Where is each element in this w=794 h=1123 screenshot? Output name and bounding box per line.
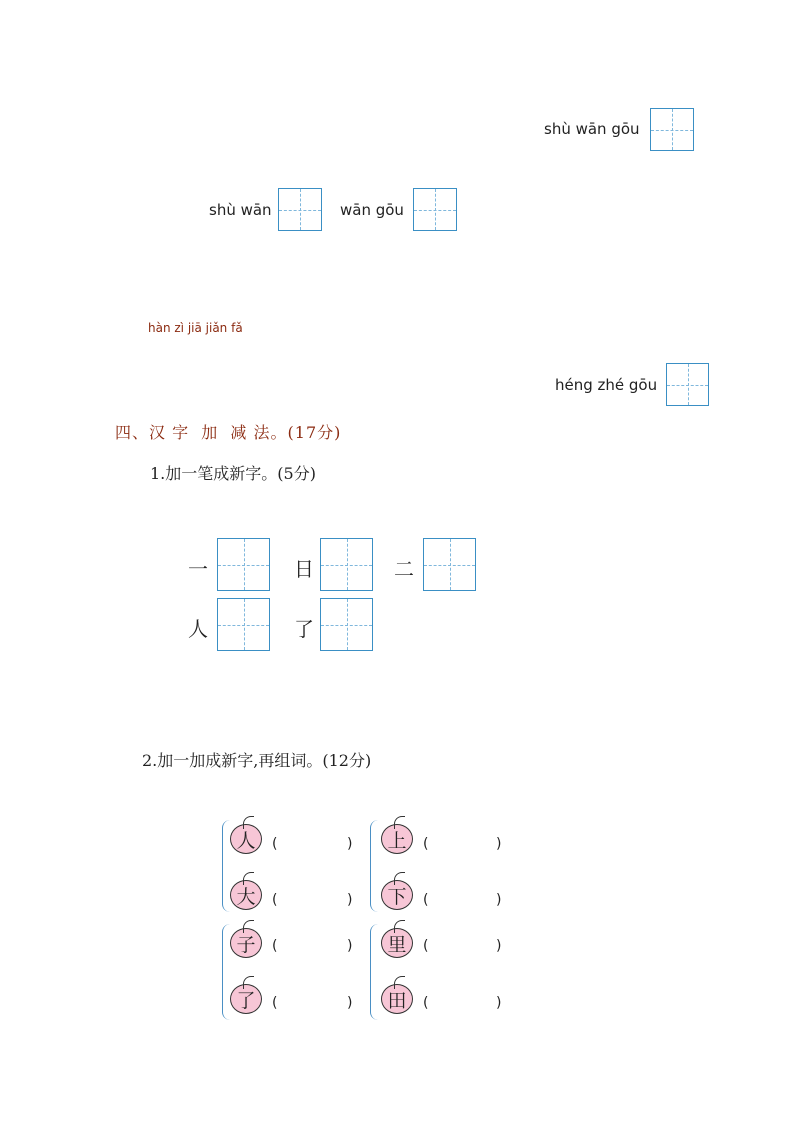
brace-right-2	[370, 924, 379, 1020]
apple-char-zi: 子	[229, 922, 263, 958]
q2-title: 2.加一加成新字,再组词。(12分)	[142, 751, 372, 770]
answer-slot-5[interactable]	[433, 832, 495, 856]
paren-close: )	[496, 892, 502, 908]
paren-open: (	[272, 995, 278, 1011]
answer-slot-8[interactable]	[433, 991, 495, 1015]
writing-box-2[interactable]	[278, 188, 322, 231]
paren-close: )	[347, 892, 353, 908]
paren-open: (	[272, 892, 278, 908]
paren-close: )	[496, 836, 502, 852]
paren-close: )	[347, 995, 353, 1011]
paren-close: )	[496, 938, 502, 954]
section-title: 四、汉 字 加 减 法。(17分)	[115, 423, 342, 442]
paren-open: (	[423, 938, 429, 954]
paren-close: )	[496, 995, 502, 1011]
apple-char-da: 大	[229, 874, 263, 910]
q1-box-4[interactable]	[217, 598, 270, 651]
apple-char-xia: 下	[380, 874, 414, 910]
paren-close: )	[347, 836, 353, 852]
paren-open: (	[272, 836, 278, 852]
apple-char-ren: 人	[229, 818, 263, 854]
q1-box-5[interactable]	[320, 598, 373, 651]
writing-box-4[interactable]	[666, 363, 709, 406]
q1-title: 1.加一笔成新字。(5分)	[150, 464, 316, 483]
hint-pinyin: hàn zì jiā jiǎn fǎ	[148, 321, 243, 335]
paren-open: (	[423, 995, 429, 1011]
paren-open: (	[423, 836, 429, 852]
stroke-pinyin-heng-zhe-gou: héng zhé gōu	[555, 376, 658, 394]
paren-close: )	[347, 938, 353, 954]
q1-box-2[interactable]	[320, 538, 373, 591]
stroke-pinyin-shu-wan: shù wān	[209, 201, 272, 219]
apple-char-shang: 上	[380, 818, 414, 854]
answer-slot-2[interactable]	[282, 888, 344, 912]
paren-open: (	[423, 892, 429, 908]
q1-char-le: 了	[294, 617, 314, 641]
q1-char-ren: 人	[188, 617, 208, 641]
apple-char-li: 里	[380, 922, 414, 958]
q1-char-yi: 一	[188, 557, 208, 581]
q1-box-3[interactable]	[423, 538, 476, 591]
q1-char-ri: 日	[294, 557, 314, 581]
brace-right-1	[370, 820, 379, 912]
paren-open: (	[272, 938, 278, 954]
stroke-pinyin-wan-gou: wān gōu	[340, 201, 404, 219]
q1-char-er: 二	[394, 557, 414, 581]
answer-slot-7[interactable]	[433, 934, 495, 958]
apple-char-le: 了	[229, 978, 263, 1014]
answer-slot-1[interactable]	[282, 832, 344, 856]
stroke-pinyin-shu-wan-gou: shù wān gōu	[544, 120, 640, 138]
writing-box-1[interactable]	[650, 108, 694, 151]
answer-slot-4[interactable]	[282, 991, 344, 1015]
q1-box-1[interactable]	[217, 538, 270, 591]
answer-slot-3[interactable]	[282, 934, 344, 958]
apple-char-tian: 田	[380, 978, 414, 1014]
answer-slot-6[interactable]	[433, 888, 495, 912]
writing-box-3[interactable]	[413, 188, 457, 231]
